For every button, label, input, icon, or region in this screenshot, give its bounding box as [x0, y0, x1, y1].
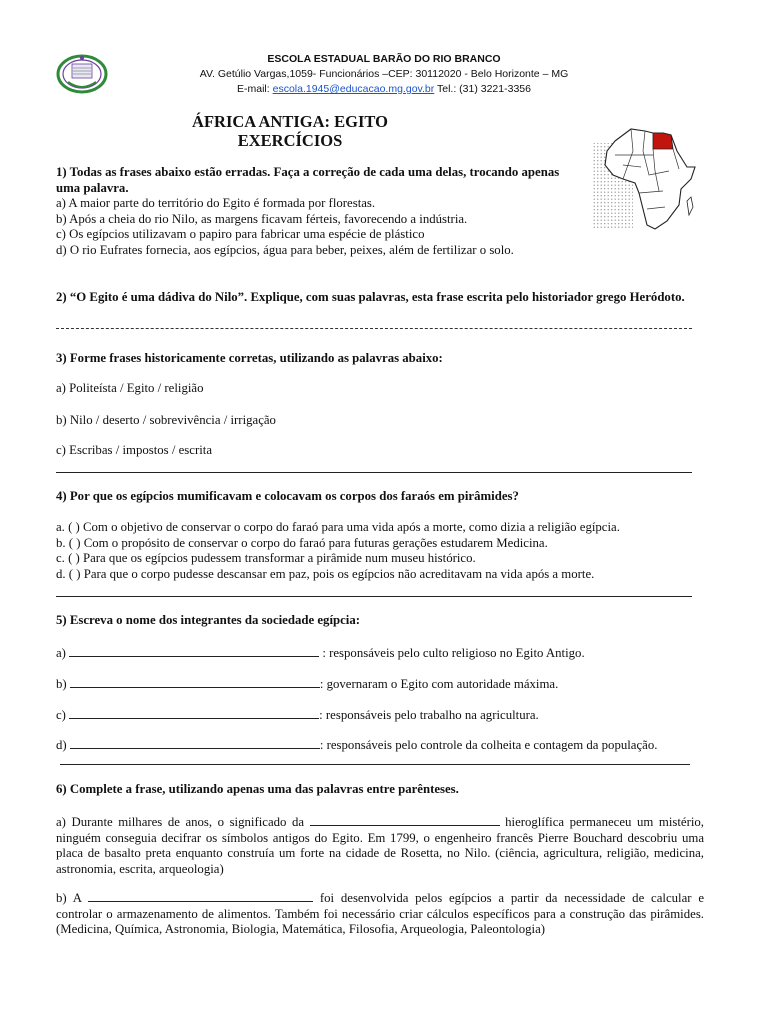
q5-blank-b[interactable] [70, 675, 320, 688]
answer-line-q3[interactable] [56, 472, 692, 473]
answer-line-q5[interactable] [60, 764, 690, 765]
q5-blank-c[interactable] [69, 706, 319, 719]
q3-item-c: c) Escribas / impostos / escrita [56, 443, 213, 457]
q4-option-c[interactable]: c. ( ) Para que os egípcios pudessem transformar a pirâmide num museu histórico. [56, 551, 476, 565]
question-1 [56, 165, 586, 258]
q1-item-b: b) Após a cheia do rio Nilo, as margens ficavam férteis, favorecendo a indústria. [56, 211, 468, 226]
question-3-prompt: 3) Forme frases historicamente corretas, utilizando as palavras abaixo: [56, 351, 443, 365]
q6-blank-a[interactable] [310, 813, 500, 826]
q5-label-d: d) [56, 738, 70, 752]
q1-item-d: d) O rio Eufrates fornecia, aos egípcios, água para beber, peixes, além de fertilizar o solo. [56, 242, 514, 257]
phone: Tel.: (31) 3221-3356 [434, 83, 531, 95]
question-2-prompt: 2) “O Egito é uma dádiva do Nilo”. Explique, com suas palavras, esta frase escrita pelo historiador grego Heródoto. [56, 290, 685, 304]
email-link[interactable]: escola.1945@educacao.mg.gov.br [272, 83, 435, 95]
q6-a-before: a) Durante milhares de anos, o significado da [56, 815, 310, 829]
q6-item-b [56, 889, 704, 938]
q1-item-a: a) A maior parte do território do Egito é formada por florestas. [56, 196, 376, 210]
q5-text-c: : responsáveis pelo trabalho na agricultura. [319, 708, 539, 722]
question-6-prompt: 6) Complete a frase, utilizando apenas uma das palavras entre parênteses. [56, 782, 459, 796]
title-line-2: EXERCÍCIOS [237, 131, 343, 150]
q6-blank-b[interactable] [88, 889, 313, 902]
question-4-options [56, 520, 696, 582]
q5-text-d: : responsáveis pelo controle da colheita e contagem da população. [319, 738, 658, 752]
q1-item-c: c) Os egípcios utilizavam o papiro para fabricar uma espécie de plástico [56, 227, 425, 241]
q4-option-a[interactable]: a. ( ) Com o objetivo de conservar o corpo do faraó para uma vida após a morte, como dizia a religião egípcia. [56, 520, 620, 534]
q4-option-d[interactable]: d. ( ) Para que o corpo pudesse descansar em paz, pois os egípcios não acreditavam na vida após a morte. [56, 566, 595, 581]
q5-item-a [56, 644, 704, 662]
email-label: E-mail: [237, 83, 273, 95]
school-name: ESCOLA ESTADUAL BARÃO DO RIO BRANCO [267, 53, 501, 65]
answer-line-q4[interactable] [56, 596, 692, 597]
q5-label-b: b) [56, 677, 70, 691]
question-4-prompt: 4) Por que os egípcios mumificavam e colocavam os corpos dos faraós em pirâmides? [56, 489, 519, 503]
q5-blank-a[interactable] [69, 644, 319, 657]
page-title [180, 112, 400, 150]
q6-b-after: foi desenvolvida pelos egípcios a partir da necessidade de calcular e controlar o armazenamento de alimentos. Também foi necessário criar cálculos específicos para a construção das pirâmides. (Medicina, Química, Astronomia, Biologia, Matemática, Filosofia, Arqueologia, Paleontologia) [56, 891, 704, 936]
answer-line-q2[interactable] [56, 328, 692, 329]
q6-b-before: b) A [56, 891, 89, 905]
q3-item-a: a) Politeísta / Egito / religião [56, 381, 204, 395]
question-1-prompt: 1) Todas as frases abaixo estão erradas. Faça a correção de cada uma delas, trocando apenas uma palavra. [56, 165, 560, 195]
q4-option-b[interactable]: b. ( ) Com o propósito de conservar o corpo do faraó para futuras gerações estudarem Medicina. [56, 535, 548, 550]
school-logo [56, 52, 108, 94]
q6-item-a [56, 813, 704, 877]
q5-item-d [56, 736, 704, 754]
q5-label-c: c) [56, 708, 70, 722]
q5-text-a: : responsáveis pelo culto religioso no Egito Antigo. [319, 646, 585, 660]
africa-map-image [593, 121, 699, 233]
q5-item-c [56, 706, 704, 724]
question-5-prompt: 5) Escreva o nome dos integrantes da sociedade egípcia: [56, 613, 361, 627]
school-contact [150, 82, 618, 97]
title-line-1: ÁFRICA ANTIGA: EGITO [192, 112, 388, 131]
q6-a-after: hieroglífica permaneceu um mistério, ninguém conseguia decifrar os símbolos antigos do Egito. Em 1799, o engenheiro francês Pierre Bouchard descobriu uma placa de basalto preta enquanto construía um forte na cidade de Rosetta, no Nilo. (ciência, agricultura, religião, medicina, astronomia, escrita, arqueologia) [56, 815, 704, 876]
school-address: AV. Getúlio Vargas,1059- Funcionários –CEP: 30112020 - Belo Horizonte – MG [199, 68, 569, 80]
q5-label-a: a) [56, 646, 70, 660]
q5-blank-d[interactable] [70, 736, 320, 749]
q5-item-b [56, 675, 704, 693]
school-header [150, 52, 618, 97]
q3-item-b: b) Nilo / deserto / sobrevivência / irrigação [56, 413, 276, 427]
q5-text-b: : governaram o Egito com autoridade máxima. [319, 677, 559, 691]
